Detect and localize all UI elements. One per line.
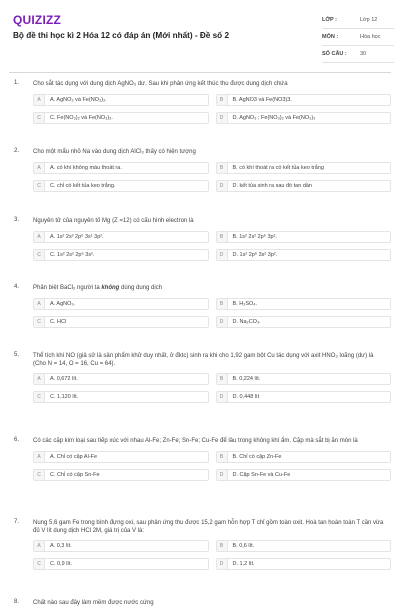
answer-option[interactable] xyxy=(33,180,209,192)
answer-option[interactable] xyxy=(216,162,392,174)
option-letter-badge: A xyxy=(34,452,45,462)
question-number: 3. xyxy=(14,217,20,223)
answer-option[interactable] xyxy=(33,112,209,124)
answer-options xyxy=(33,298,391,328)
option-text: C. HCl xyxy=(50,319,67,325)
answer-option[interactable] xyxy=(33,298,209,310)
option-letter-badge: C xyxy=(34,250,45,260)
question-number: 1. xyxy=(14,80,20,86)
question-number: 5. xyxy=(14,352,20,358)
option-letter-badge: A xyxy=(34,95,45,105)
answer-option[interactable] xyxy=(216,231,392,243)
question-text: Có các cặp kim loại sau tiếp xúc với nhau Al-Fe; Zn-Fe; Sn-Fe; Cu-Fe để lâu trong không khí ẩm. Cặp mà sắt bị ăn mòn là xyxy=(33,438,358,444)
question-text-part: dùng dung dịch xyxy=(119,285,163,291)
option-letter-badge: B xyxy=(217,95,228,105)
option-text: A. 0,672 lít. xyxy=(50,376,78,382)
question-item xyxy=(0,284,400,328)
option-text: B. 0,224 lít. xyxy=(232,376,261,382)
meta-value: 30 xyxy=(360,51,367,57)
answer-options xyxy=(33,94,391,124)
answer-option[interactable] xyxy=(216,391,392,403)
option-letter-badge: C xyxy=(34,392,45,402)
meta-key: LỚP : xyxy=(322,17,337,23)
option-letter-badge: D xyxy=(217,181,228,191)
answer-option[interactable] xyxy=(216,558,392,570)
answer-options xyxy=(33,231,391,261)
answer-option[interactable] xyxy=(33,558,209,570)
question-text: Cho một mẩu nhỏ Na vào dung dịch AlCl₃ thấy có hiện tượng xyxy=(33,149,196,155)
question-item xyxy=(0,352,400,403)
question-text xyxy=(33,284,388,293)
option-text: A. 0,3 lít. xyxy=(50,543,72,549)
option-text: B. 1s² 2s² 2p⁶ 3p². xyxy=(232,234,277,240)
option-letter-badge: D xyxy=(217,470,228,480)
option-letter-badge: B xyxy=(217,374,228,384)
option-letter-badge: D xyxy=(217,392,228,402)
answer-option[interactable] xyxy=(216,94,392,106)
option-letter-badge: A xyxy=(34,541,45,551)
question-item xyxy=(0,599,400,608)
option-letter-badge: A xyxy=(34,163,45,173)
option-text: D. AgNO₃ ; Fe(NO₃)₂ và Fe(NO₃)₃ xyxy=(232,115,316,121)
option-letter-badge: C xyxy=(34,470,45,480)
option-letter-badge: D xyxy=(217,317,228,327)
option-text: C. 0,9 lít. xyxy=(50,561,73,567)
option-letter-badge: D xyxy=(217,250,228,260)
answer-option[interactable] xyxy=(216,180,392,192)
meta-value: Hóa học xyxy=(360,34,381,40)
answer-option[interactable] xyxy=(33,316,209,328)
option-letter-badge: D xyxy=(217,113,228,123)
question-number: 2. xyxy=(14,148,20,154)
answer-option[interactable] xyxy=(33,249,209,261)
option-letter-badge: B xyxy=(217,232,228,242)
question-number: 6. xyxy=(14,437,20,443)
question-number: 4. xyxy=(14,284,20,290)
option-text: A. AgNO₃. xyxy=(50,301,76,307)
answer-option[interactable] xyxy=(216,112,392,124)
option-letter-badge: A xyxy=(34,232,45,242)
option-letter-badge: B xyxy=(217,299,228,309)
answer-option[interactable] xyxy=(216,451,392,463)
option-text: A. 1s² 2s² 2p⁶ 3s¹ 3p². xyxy=(50,234,104,240)
answer-option[interactable] xyxy=(216,373,392,385)
option-letter-badge: A xyxy=(34,299,45,309)
option-letter-badge: C xyxy=(34,317,45,327)
answer-option[interactable] xyxy=(216,540,392,552)
question-item xyxy=(0,80,400,124)
answer-option[interactable] xyxy=(33,469,209,481)
question-text: Cho sắt tác dụng với dung dịch AgNO₃ dư. Sau khi phản ứng kết thúc thu được dung dịch chứa xyxy=(33,81,288,87)
quizizz-logo: QUIZIZZ xyxy=(13,13,62,27)
option-text: D. 1,2 lít. xyxy=(232,561,255,567)
option-letter-badge: B xyxy=(217,452,228,462)
meta-row-subject xyxy=(322,29,394,46)
option-text: D. Cặp Sn-Fe và Cu-Fe xyxy=(232,472,291,478)
option-text: A. có khí không màu thoát ra. xyxy=(50,165,122,171)
answer-option[interactable] xyxy=(216,469,392,481)
option-text: C. 1s² 2s² 2p⁶ 3s². xyxy=(50,252,95,258)
option-letter-badge: C xyxy=(34,181,45,191)
option-letter-badge: C xyxy=(34,113,45,123)
option-text: D. 1s² 2p⁶ 3s² 3p². xyxy=(232,252,278,258)
option-text: A. AgNO₃ và Fe(NO₃)₂. xyxy=(50,97,107,103)
option-text: A. Chỉ có cặp Al-Fe xyxy=(50,454,98,460)
answer-option[interactable] xyxy=(216,298,392,310)
meta-row-count xyxy=(322,46,394,63)
question-number: 8. xyxy=(14,599,20,605)
answer-option[interactable] xyxy=(33,391,209,403)
option-letter-badge: A xyxy=(34,374,45,384)
option-text: D. Na₂CO₃. xyxy=(232,319,261,325)
answer-option[interactable] xyxy=(33,162,209,174)
option-text: B. H₂SO₄. xyxy=(232,301,258,307)
option-text: B. AgNO3 và Fe(NO3)3. xyxy=(232,97,292,103)
option-letter-badge: D xyxy=(217,559,228,569)
question-number: 7. xyxy=(14,519,20,525)
answer-option[interactable] xyxy=(33,540,209,552)
answer-option[interactable] xyxy=(33,451,209,463)
option-letter-badge: B xyxy=(217,541,228,551)
option-letter-badge: C xyxy=(34,559,45,569)
question-text: Thể tích khí NO (giả sử là sản phẩm khử duy nhất, ở đktc) sinh ra khi cho 1,92 gam bột Cu tác dụng với axit HNO₃ loãng (dư) là (Cho N = 14, O = 16, Cu = 64). xyxy=(33,353,374,367)
option-text: C. 1,120 lít. xyxy=(50,394,79,400)
option-text: D. kết tủa sinh ra sau đó tan dần xyxy=(232,183,312,189)
question-item xyxy=(0,437,400,481)
option-text: B. có khí thoát ra có kết tủa keo trắng xyxy=(232,165,324,171)
option-text: B. 0,6 lít. xyxy=(232,543,255,549)
meta-row-grade xyxy=(322,12,394,29)
answer-option[interactable] xyxy=(33,94,209,106)
question-item xyxy=(0,519,400,570)
option-text: C. Fe(NO₃)₂ và Fe(NO₃)₃. xyxy=(50,115,113,121)
meta-key: SỐ CÂU : xyxy=(322,51,347,57)
answer-option[interactable] xyxy=(33,231,209,243)
answer-options xyxy=(33,162,391,192)
option-text: C. Chỉ có cặp Sn-Fe xyxy=(50,472,100,478)
meta-info xyxy=(322,12,394,63)
question-item xyxy=(0,148,400,192)
document-title: Bộ đề thi học kì 2 Hóa 12 có đáp án (Mới nhất) - Đề số 2 xyxy=(13,31,229,40)
option-text: D. 0,448 lít xyxy=(232,394,260,400)
meta-key: MÔN : xyxy=(322,34,339,40)
option-text: B. Chỉ có cặp Zn-Fe xyxy=(232,454,282,460)
question-text-emphasis: không xyxy=(101,285,120,291)
option-letter-badge: B xyxy=(217,163,228,173)
question-text: Nguyên tử của nguyên tố Mg (Z =12) có cấu hình electron là xyxy=(33,218,194,224)
document-header xyxy=(0,0,400,70)
answer-option[interactable] xyxy=(33,373,209,385)
question-item xyxy=(0,217,400,261)
option-text: C. chỉ có kết tủa keo trắng. xyxy=(50,183,116,189)
answer-options xyxy=(33,373,391,403)
answer-options xyxy=(33,540,391,570)
header-divider xyxy=(9,72,391,73)
question-text-part: Phân biệt BaCl₂ người ta xyxy=(33,285,102,291)
answer-options xyxy=(33,451,391,481)
question-text: Nung 5,6 gam Fe trong bình đựng oxi, sau phản ứng thu được 15,2 gam hỗn hợp T chỉ gồm toàn oxit. Hoà tan hoàn toàn T cần vừa đủ V lít dung dịch HCl 2M, giá trị của V là: xyxy=(33,520,384,534)
answer-option[interactable] xyxy=(216,316,392,328)
question-text: Chất nào sau đây làm mềm được nước cứng xyxy=(33,600,154,606)
meta-value: Lớp 12 xyxy=(360,17,378,23)
answer-option[interactable] xyxy=(216,249,392,261)
